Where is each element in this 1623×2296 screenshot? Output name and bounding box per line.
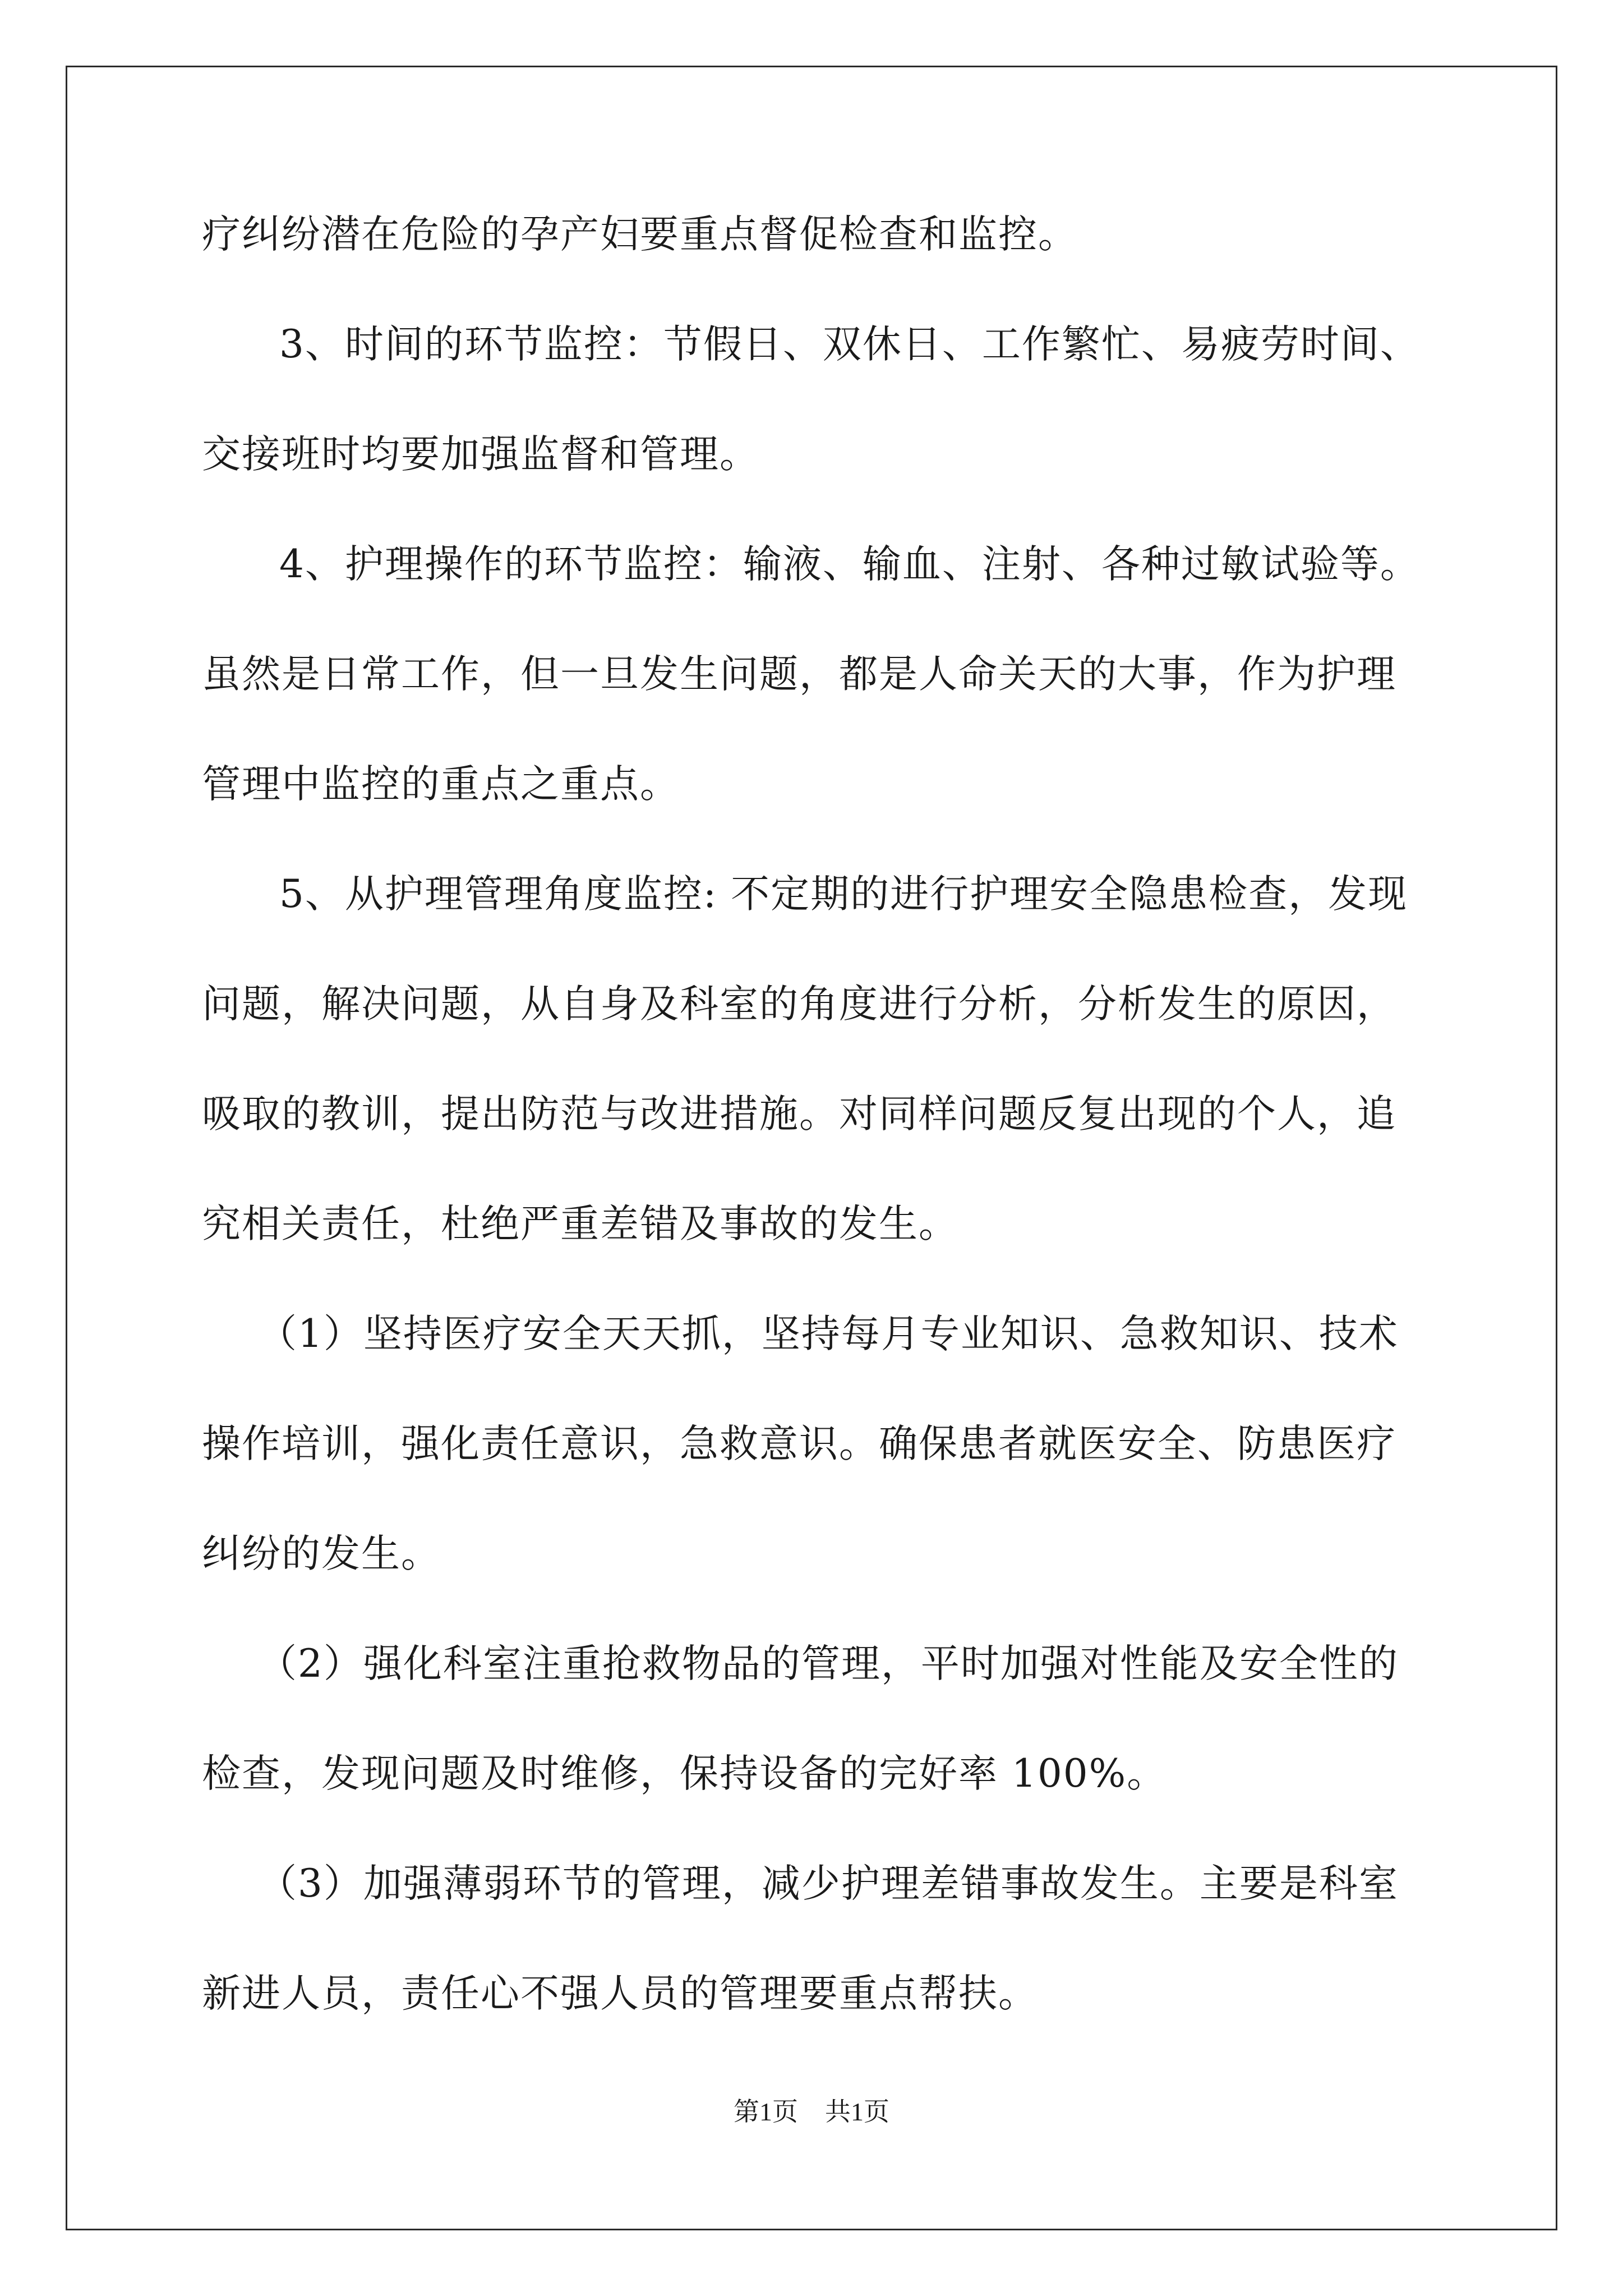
document-body [202, 208, 1424, 2021]
text-line: （2）强化科室注重抢救物品的管理，平时加强对性能及安全性的 [258, 1641, 1399, 1686]
page-number-current: 第1页 [734, 2097, 798, 2126]
text-line: （1）坚持医疗安全天天抓，坚持每月专业知识、急救知识、技术 [258, 1312, 1399, 1356]
text-line: 管理中监控的重点之重点。 [202, 762, 680, 807]
page-number-total: 共1页 [825, 2097, 889, 2126]
text-line: 操作培训，强化责任意识，急救意识。确保患者就医安全、防患医疗 [202, 1421, 1396, 1466]
text-line: 5、从护理管理角度监控: 不定期的进行护理安全隐患检查，发现 [279, 872, 1408, 917]
text-line: 究相关责任，杜绝严重差错及事故的发生。 [202, 1202, 958, 1246]
text-line: 4、护理操作的环节监控：输液、输血、注射、各种过敏试验等。 [279, 542, 1420, 587]
text-line: 交接班时均要加强监督和管理。 [202, 432, 759, 477]
text-line: 吸取的教训，提出防范与改进措施。对同样问题反复出现的个人，追 [202, 1092, 1396, 1137]
text-line: 问题，解决问题，从自身及科室的角度进行分析，分析发生的原因， [202, 982, 1396, 1027]
text-line: 疗纠纷潜在危险的孕产妇要重点督促检查和监控。 [202, 212, 1078, 257]
text-line: （3）加强薄弱环节的管理，减少护理差错事故发生。主要是科室 [258, 1861, 1399, 1906]
text-line: 新进人员，责任心不强人员的管理要重点帮扶。 [202, 1971, 1038, 2016]
text-line: 纠纷的发生。 [202, 1531, 441, 1576]
text-line: 3、时间的环节监控：节假日、双休日、工作繁忙、易疲劳时间、 [279, 322, 1420, 367]
text-line: 检查，发现问题及时维修，保持设备的完好率 100%。 [202, 1751, 1167, 1796]
text-line: 虽然是日常工作，但一旦发生问题，都是人命关天的大事，作为护理 [202, 652, 1396, 697]
page-footer [0, 2095, 1623, 2129]
